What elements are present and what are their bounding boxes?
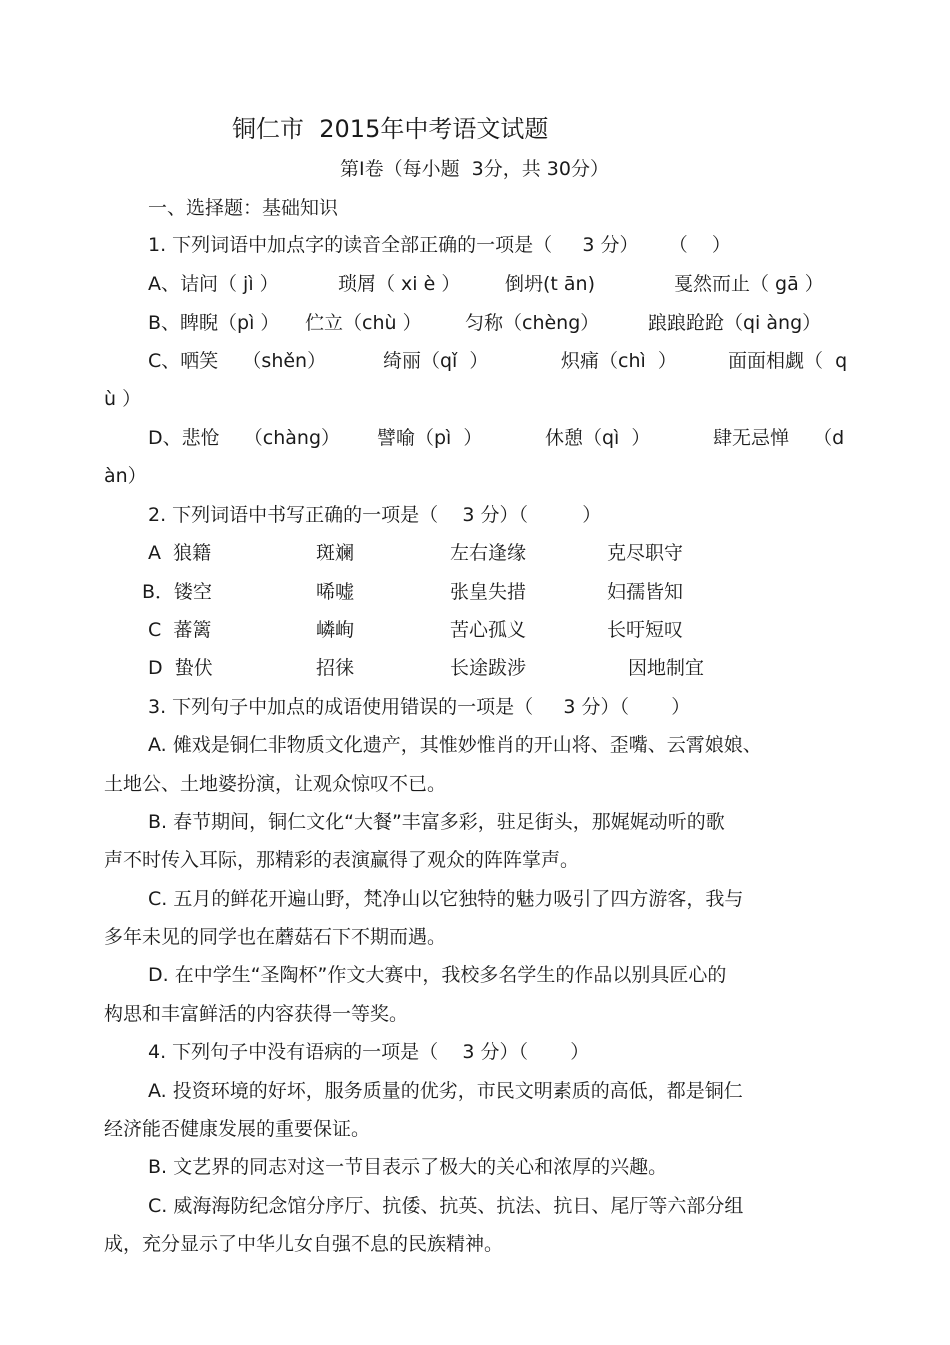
q2-option-a-3: 左右逢缘 bbox=[450, 542, 527, 564]
q3-option-d-line1: D. 在中学生“圣陶杯”作文大赛中，我校多名学生的作品以别具匠心的 bbox=[148, 964, 727, 986]
q3-option-a-line2: 土地公、土地婆扮演，让观众惊叹不已。 bbox=[104, 773, 447, 795]
q3-option-a-line1: A. 傩戏是铜仁非物质文化遗产，其惟妙惟肖的开山将、歪嘴、云霄娘娘、 bbox=[148, 734, 762, 756]
q2-option-b-1: B．镂空 bbox=[142, 581, 213, 603]
q2-option-b-3: 张皇失措 bbox=[450, 581, 527, 603]
q3-option-d-line2: 构思和丰富鲜活的内容获得一等奖。 bbox=[104, 1003, 409, 1025]
q1-option-c-1: C、哂笑 （shěn） bbox=[148, 350, 327, 372]
q1-option-c-2: 绮丽（qǐ ） bbox=[383, 350, 489, 372]
q1-option-a-2: 琐屑（ xi è ） bbox=[338, 273, 461, 295]
q2-option-c-1: C 蕃篱 bbox=[148, 619, 212, 641]
q1-option-a-4: 戛然而止（ gā ） bbox=[674, 273, 824, 295]
q2-option-b-4: 妇孺皆知 bbox=[607, 581, 684, 603]
q4-stem: 4. 下列句子中没有语病的一项是（ 3 分）（ ） bbox=[148, 1041, 590, 1063]
q4-option-a-line2: 经济能否健康发展的重要保证。 bbox=[104, 1118, 371, 1140]
q4-option-b-line1: B. 文艺界的同志对这一节目表示了极大的关心和浓厚的兴趣。 bbox=[148, 1156, 668, 1178]
q3-stem: 3. 下列句子中加点的成语使用错误的一项是（ 3 分）（ ） bbox=[148, 696, 691, 718]
q2-option-a-2: 斑斓 bbox=[316, 542, 355, 564]
q2-option-a-1: A 狼籍 bbox=[148, 542, 212, 564]
q3-option-c-line2: 多年未见的同学也在蘑菇石下不期而遇。 bbox=[104, 926, 447, 948]
exam-title: 铜仁市 2015年中考语文试题 bbox=[232, 115, 549, 143]
q1-option-a-3: 倒坍(t ān) bbox=[505, 273, 595, 295]
q4-option-a-line1: A. 投资环境的好坏，服务质量的优劣，市民文明素质的高低，都是铜仁 bbox=[148, 1080, 743, 1102]
q2-option-b-2: 唏嘘 bbox=[316, 581, 355, 603]
q1-option-c-cont: ù ） bbox=[104, 388, 142, 410]
q1-option-a-1: A、诘问（ jì ） bbox=[148, 273, 279, 295]
q2-option-d-3: 长途跋涉 bbox=[450, 657, 527, 679]
q1-option-b-4: 踉踉跄跄（qi àng） bbox=[648, 312, 822, 334]
q1-option-d-1: D、悲怆 （chàng） bbox=[148, 427, 341, 449]
q4-option-c-line2: 成，充分显示了中华儿女自强不息的民族精神。 bbox=[104, 1233, 504, 1255]
q2-option-c-3: 苦心孤义 bbox=[450, 619, 527, 641]
q2-option-d-2: 招徕 bbox=[316, 657, 355, 679]
q2-option-c-4: 长吁短叹 bbox=[607, 619, 684, 641]
q2-stem: 2. 下列词语中书写正确的一项是（ 3 分）（ ） bbox=[148, 504, 602, 526]
section-heading: 一、选择题：基础知识 bbox=[148, 197, 339, 219]
q3-option-b-line1: B. 春节期间，铜仁文化“大餐”丰富多彩，驻足街头，那娓娓动听的歌 bbox=[148, 811, 725, 833]
q1-option-b-3: 匀称（chèng） bbox=[465, 312, 600, 334]
q2-option-a-4: 克尽职守 bbox=[607, 542, 684, 564]
q2-option-c-2: 嶙峋 bbox=[316, 619, 355, 641]
q1-option-c-4: 面面相觑（ q bbox=[728, 350, 848, 372]
q1-option-c-3: 炽痛（chì ） bbox=[561, 350, 677, 372]
q2-option-d-4: 因地制宜 bbox=[628, 657, 705, 679]
q1-option-b-2: 伫立（chù ） bbox=[305, 312, 422, 334]
q1-option-b-1: B、睥睨（pì ） bbox=[148, 312, 280, 334]
exam-subtitle: 第Ⅰ卷（每小题 3分，共 30分） bbox=[340, 158, 609, 180]
q1-option-d-2: 譬喻（pì ） bbox=[377, 427, 483, 449]
q4-option-c-line1: C. 威海海防纪念馆分序厅、抗倭、抗英、抗法、抗日、尾厅等六部分组 bbox=[148, 1195, 744, 1217]
q3-option-b-line2: 声不时传入耳际，那精彩的表演赢得了观众的阵阵掌声。 bbox=[104, 849, 580, 871]
q1-option-d-3: 休憩（qì ） bbox=[545, 427, 651, 449]
q1-stem: 1. 下列词语中加点字的读音全部正确的一项是（ 3 分） （ ） bbox=[148, 234, 731, 256]
q3-option-c-line1: C. 五月的鲜花开遍山野，梵净山以它独特的魅力吸引了四方游客，我与 bbox=[148, 888, 744, 910]
q2-option-d-1: D 蛰伏 bbox=[148, 657, 213, 679]
q1-option-d-4: 肆无忌惮 （d bbox=[713, 427, 845, 449]
q1-option-d-cont: àn） bbox=[104, 465, 147, 487]
